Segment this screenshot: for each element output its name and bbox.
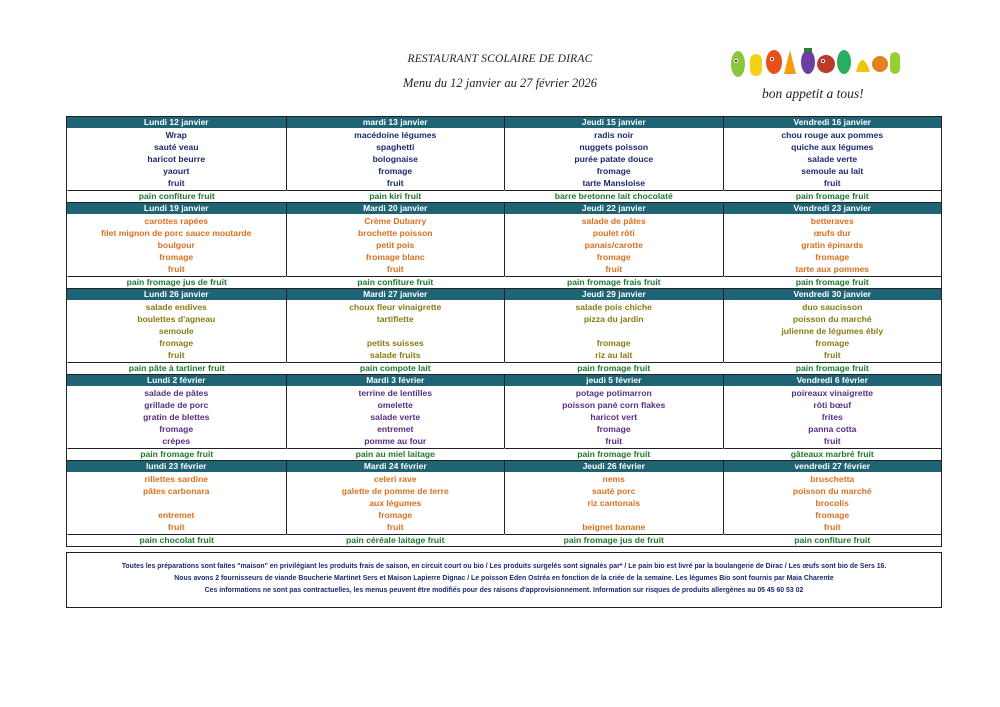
day-menu — [504, 300, 723, 362]
day-header: jeudi 5 février — [504, 375, 723, 386]
afternoon-snack: pain compote lait — [286, 362, 505, 374]
dish: fruit — [386, 178, 404, 188]
dish: yaourt — [163, 166, 190, 176]
week-dishes-row — [67, 472, 941, 534]
dish: carottes rapées — [144, 216, 209, 226]
day-header: Vendredi 30 janvier — [723, 289, 942, 300]
afternoon-snack: pain kiri fruit — [286, 190, 505, 202]
week-dishes-row — [67, 386, 941, 448]
afternoon-snack: pain confiture fruit — [286, 276, 505, 288]
dish: radis noir — [594, 130, 634, 140]
dish: fruit — [605, 436, 623, 446]
day-header: Mardi 3 février — [286, 375, 505, 386]
day-menu — [723, 214, 942, 276]
dish: Crème Dubarry — [364, 216, 427, 226]
dish: salade endives — [145, 302, 207, 312]
dish: nems — [602, 474, 625, 484]
dish: fromage — [596, 252, 631, 262]
dish: riz au lait — [595, 350, 633, 360]
dish: fromage — [815, 338, 850, 348]
afternoon-snack: pain fromage frais fruit — [504, 276, 723, 288]
day-menu — [504, 472, 723, 534]
dish: potage potimarron — [575, 388, 652, 398]
week-header-row — [67, 117, 941, 128]
dish: fromage — [159, 338, 194, 348]
dish — [67, 497, 286, 509]
dish — [505, 325, 723, 337]
week-snack-row — [67, 534, 941, 546]
dish: fromage — [159, 252, 194, 262]
dish: filet mignon de porc sauce moutarde — [101, 228, 252, 238]
day-header: Vendredi 23 janvier — [723, 203, 942, 214]
afternoon-snack: pain pâte à tartiner fruit — [67, 362, 286, 374]
afternoon-snack: barre bretonne lait chocolaté — [504, 190, 723, 202]
dish: brochette poisson — [358, 228, 433, 238]
week-snack-row — [67, 448, 941, 460]
afternoon-snack: gâteaux marbré fruit — [723, 448, 942, 460]
afternoon-snack: pain fromage fruit — [504, 362, 723, 374]
day-menu — [504, 214, 723, 276]
dish: fruit — [167, 522, 185, 532]
dish: fromage — [815, 510, 850, 520]
dish: duo saucisson — [802, 302, 863, 312]
afternoon-snack: pain fromage fruit — [67, 448, 286, 460]
dish: spaghetti — [376, 142, 415, 152]
week-snack-row — [67, 190, 941, 202]
week-header-row — [67, 288, 941, 300]
dish: nuggets poisson — [579, 142, 649, 152]
dish: fromage — [378, 166, 413, 176]
day-menu — [723, 128, 942, 190]
dish: poisson du marché — [792, 486, 872, 496]
afternoon-snack: pain fromage jus de fruit — [67, 276, 286, 288]
week-header-row — [67, 202, 941, 214]
dish: crèpes — [162, 436, 191, 446]
dish: terrine de lentilles — [358, 388, 433, 398]
dish: fromage — [159, 424, 194, 434]
dish: entremet — [158, 510, 195, 520]
week-snack-row — [67, 276, 941, 288]
dish: œufs dur — [813, 228, 851, 238]
dish: poireaux vinaigrette — [791, 388, 874, 398]
day-header: Jeudi 22 janvier — [504, 203, 723, 214]
day-header: Mardi 20 janvier — [286, 203, 505, 214]
afternoon-snack: pain fromage fruit — [723, 362, 942, 374]
day-header: Vendredi 16 janvier — [723, 117, 942, 128]
afternoon-snack: pain au miel laitage — [286, 448, 505, 460]
day-header: vendredi 27 février — [723, 461, 942, 472]
dish: bolognaise — [372, 154, 418, 164]
dish: grillade de porc — [144, 400, 209, 410]
restaurant-title: RESTAURANT SCOLAIRE DE DIRAC — [407, 53, 593, 65]
day-menu — [286, 214, 505, 276]
dish: fruit — [605, 264, 623, 274]
dish: pizza du jardin — [583, 314, 644, 324]
afternoon-snack: pain fromage jus de fruit — [504, 534, 723, 546]
dish: haricot beurre — [147, 154, 206, 164]
day-menu — [723, 472, 942, 534]
dish: salade pois chiche — [575, 302, 652, 312]
day-menu — [67, 300, 286, 362]
dish: rillettes sardine — [144, 474, 209, 484]
day-header: Jeudi 29 janvier — [504, 289, 723, 300]
dish: semoule — [158, 326, 194, 336]
dish: omelette — [377, 400, 413, 410]
day-header: Lundi 2 février — [67, 375, 286, 386]
dish: boulettes d'agneau — [137, 314, 216, 324]
dish: galette de pomme de terre — [341, 486, 449, 496]
dish: fromage — [596, 424, 631, 434]
dish: boulgour — [157, 240, 195, 250]
dish: fruit — [167, 350, 185, 360]
dish: salade fruits — [369, 350, 421, 360]
afternoon-snack: pain céréale laitage fruit — [286, 534, 505, 546]
dish: poisson du marché — [792, 314, 872, 324]
dish: fromage — [596, 166, 631, 176]
dish: aux légumes — [369, 498, 422, 508]
day-header: Mardi 24 février — [286, 461, 505, 472]
day-menu — [67, 386, 286, 448]
dish: salade verte — [370, 412, 421, 422]
day-header: Lundi 26 janvier — [67, 289, 286, 300]
day-menu — [504, 128, 723, 190]
dish: celeri rave — [373, 474, 417, 484]
dish: panais/carotte — [584, 240, 643, 250]
day-menu — [723, 300, 942, 362]
week-snack-row — [67, 362, 941, 374]
day-header: Lundi 19 janvier — [67, 203, 286, 214]
dish: fruit — [386, 522, 404, 532]
dish: fruit — [823, 436, 841, 446]
dish: fruit — [167, 264, 185, 274]
week-header-row — [67, 374, 941, 386]
dish: salade verte — [807, 154, 858, 164]
afternoon-snack: pain confiture fruit — [723, 534, 942, 546]
day-header: Mardi 27 janvier — [286, 289, 505, 300]
dish: beignet banane — [582, 522, 646, 532]
dish: brocolis — [815, 498, 849, 508]
dish: gratin épinards — [801, 240, 864, 250]
dish: fruit — [386, 264, 404, 274]
dish: salade de pâtes — [581, 216, 646, 226]
menu-table — [66, 116, 942, 547]
afternoon-snack: pain chocolat fruit — [67, 534, 286, 546]
dish: fromage — [596, 338, 631, 348]
dish: betteraves — [810, 216, 854, 226]
dish: julienne de légumes ébly — [781, 326, 884, 336]
dish: quiche aux légumes — [791, 142, 874, 152]
dish: Wrap — [165, 130, 187, 140]
dish: purée patate douce — [574, 154, 654, 164]
dish: bruschetta — [810, 474, 855, 484]
day-header: Jeudi 26 février — [504, 461, 723, 472]
week-dishes-row — [67, 214, 941, 276]
dish: choux fleur vinaigrette — [349, 302, 442, 312]
dish — [505, 509, 723, 521]
dish: petits suisses — [366, 338, 424, 348]
dish: tartiflette — [376, 314, 414, 324]
dish: entremet — [377, 424, 414, 434]
dish: fruit — [167, 178, 185, 188]
dish: tarte aux pommes — [795, 264, 870, 274]
dish: riz cantonais — [587, 498, 641, 508]
dish: poisson pané corn flakes — [562, 400, 666, 410]
dish: petit pois — [376, 240, 415, 250]
day-header: mardi 13 janvier — [286, 117, 505, 128]
afternoon-snack: pain confiture fruit — [67, 190, 286, 202]
dish: sauté veau — [154, 142, 199, 152]
day-menu — [67, 128, 286, 190]
menu-notes — [66, 552, 942, 608]
note-line: Toutes les préparations sont faites "maison" en privilégiant les produits frais de saison, en circuit court ou bio / Les produits surgelés sont signalés par* / Le pain bio est livré par la boulangerie de Dirac / Les œufs sont bio de Sers 16. — [121, 563, 887, 570]
day-menu — [286, 472, 505, 534]
note-line: Nous avons 2 fournisseurs de viande Boucherie Martinet Sers et Maison Lapierre Dignac / Le poisson Eden Ostréa en fonction de la criée de la semaine. Les légumes Bio sont fournis par Maia Charente — [174, 575, 834, 582]
dish: chou rouge aux pommes — [781, 130, 884, 140]
dish: tarte Mansloise — [582, 178, 646, 188]
dish: poulet rôti — [592, 228, 635, 238]
afternoon-snack: pain fromage fruit — [723, 190, 942, 202]
dish: rôti bœuf — [813, 400, 852, 410]
dish — [287, 325, 505, 337]
week-dishes-row — [67, 300, 941, 362]
dish: macédoine légumes — [354, 130, 437, 140]
dish: fromage — [378, 510, 413, 520]
day-menu — [67, 214, 286, 276]
dish: haricot vert — [590, 412, 638, 422]
dish: salade de pâtes — [144, 388, 209, 398]
dish: fromage — [815, 252, 850, 262]
dish: pomme au four — [364, 436, 427, 446]
day-menu — [67, 472, 286, 534]
day-menu — [286, 128, 505, 190]
dish: semoule au lait — [801, 166, 864, 176]
note-line: Ces informations ne sont pas contractuelles, les menus peuvent être modifiés pour des raisons d'approvisionnement. Information sur risques de produits allergènes au 05 45 60 53 02 — [204, 587, 804, 594]
day-header: lundi 23 février — [67, 461, 286, 472]
dish: fromage blanc — [365, 252, 425, 262]
dish: panna cotta — [808, 424, 857, 434]
slogan: bon appetit a tous! — [762, 86, 864, 101]
menu-date-range: Menu du 12 janvier au 27 février 2026 — [402, 76, 598, 90]
week-header-row — [67, 460, 941, 472]
day-menu — [286, 386, 505, 448]
week-dishes-row — [67, 128, 941, 190]
day-header: Vendredi 6 février — [723, 375, 942, 386]
dish: pâtes carbonara — [143, 486, 210, 496]
dish: gratin de blettes — [143, 412, 210, 422]
dish: fruit — [823, 350, 841, 360]
day-menu — [504, 386, 723, 448]
afternoon-snack: pain fromage fruit — [723, 276, 942, 288]
dish: fruit — [823, 178, 841, 188]
dish: fruit — [823, 522, 841, 532]
afternoon-snack: pain fromage fruit — [504, 448, 723, 460]
dish: frites — [821, 412, 843, 422]
day-header: Jeudi 15 janvier — [504, 117, 723, 128]
day-menu — [286, 300, 505, 362]
day-menu — [723, 386, 942, 448]
day-header: Lundi 12 janvier — [67, 117, 286, 128]
dish: sauté porc — [592, 486, 636, 496]
